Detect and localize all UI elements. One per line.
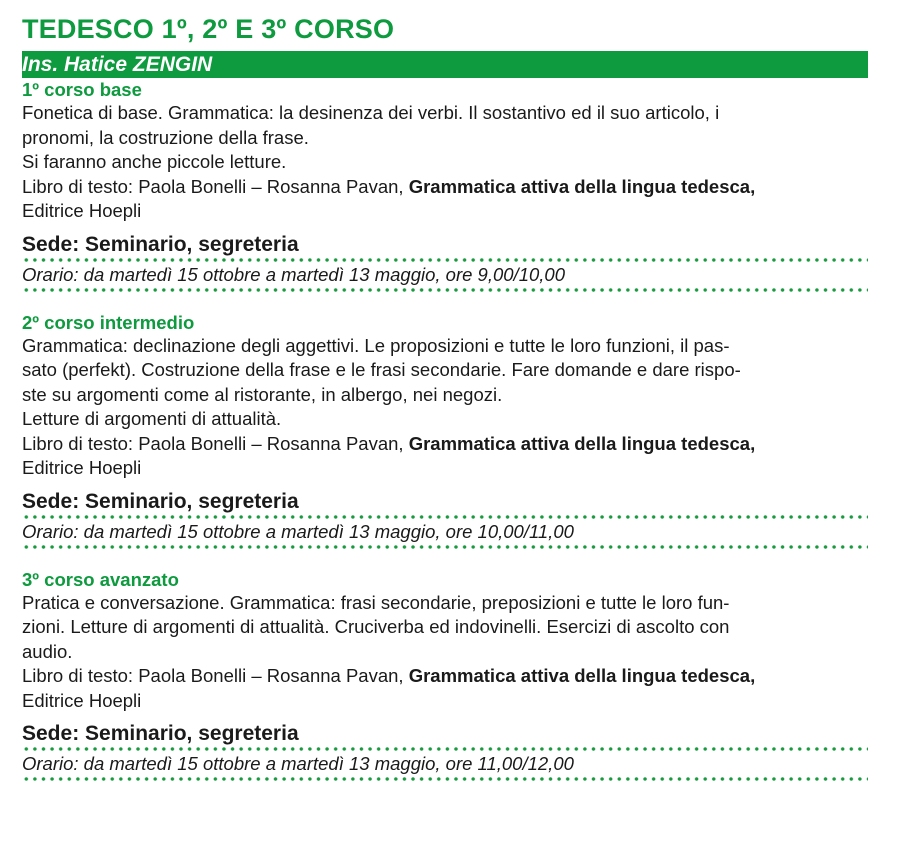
course-title: 1º corso base [22,79,142,100]
location-heading: Sede: Seminario, segreteria [22,489,299,513]
course-title: 2º corso intermedio [22,311,195,333]
course-section-base [22,79,868,292]
description-line: Fonetica di base. Grammatica: la desinenza dei verbi. Il sostantivo ed il suo articolo, i [22,102,720,123]
dotted-divider [22,258,868,262]
textbook-title: Grammatica attiva della lingua tedesca, [408,665,756,686]
textbook-title: Grammatica attiva della lingua tedesca, [408,175,756,197]
course-section-avanzato [22,569,868,782]
description-line: audio. [22,640,73,662]
schedule: Orario: da martedì 15 ottobre a martedì 13 maggio, ore 11,00/12,00 [22,753,574,774]
description-line: Letture di argomenti di attualità. [22,408,282,429]
textbook-authors: Libro di testo: Paola Bonelli – Rosanna Pavan, [22,175,409,197]
textbook-authors: Libro di testo: Paola Bonelli – Rosanna Pavan, [22,665,409,686]
textbook-line [22,175,868,200]
description-line: sato (perfekt). Costruzione della frase e le frasi secondarie. Fare domande e dare rispo- [22,359,741,380]
description-line: pronomi, la costruzione della frase. [22,126,309,148]
dotted-divider [22,747,868,751]
location-heading: Sede: Seminario, segreteria [22,722,299,745]
page-title: TEDESCO 1º, 2º E 3º CORSO [22,14,395,44]
schedule: Orario: da martedì 15 ottobre a martedì 13 maggio, ore 9,00/10,00 [22,263,565,285]
textbook-title: Grammatica attiva della lingua tedesca, [408,432,756,454]
course-section-intermedio [22,312,868,549]
course-document [22,12,868,781]
description-line: ste su argomenti come al ristorante, in albergo, nei negozi. [22,383,503,405]
description-line: Si faranno anche piccole letture. [22,151,287,172]
dotted-divider [22,515,868,519]
description-line: Pratica e conversazione. Grammatica: frasi secondarie, preposizioni e tutte le loro fun- [22,591,730,613]
location-heading: Sede: Seminario, segreteria [22,232,299,256]
textbook-authors: Libro di testo: Paola Bonelli – Rosanna Pavan, [22,432,409,454]
dotted-divider [22,777,868,781]
textbook-line [22,664,868,689]
description-line: zioni. Letture di argomenti di attualità. Cruciverba ed indovinelli. Esercizi di ascolto con [22,616,730,637]
publisher: Editrice Hoepli [22,689,142,711]
textbook-line [22,432,868,457]
publisher: Editrice Hoepli [22,200,142,221]
teacher-bar: Ins. Hatice ZENGIN [22,51,868,78]
publisher: Editrice Hoepli [22,457,142,478]
schedule: Orario: da martedì 15 ottobre a martedì 13 maggio, ore 10,00/11,00 [22,520,574,542]
course-title: 3º corso avanzato [22,568,179,590]
description-line: Grammatica: declinazione degli aggettivi. Le proposizioni e tutte le loro funzioni, il pas- [22,334,730,356]
